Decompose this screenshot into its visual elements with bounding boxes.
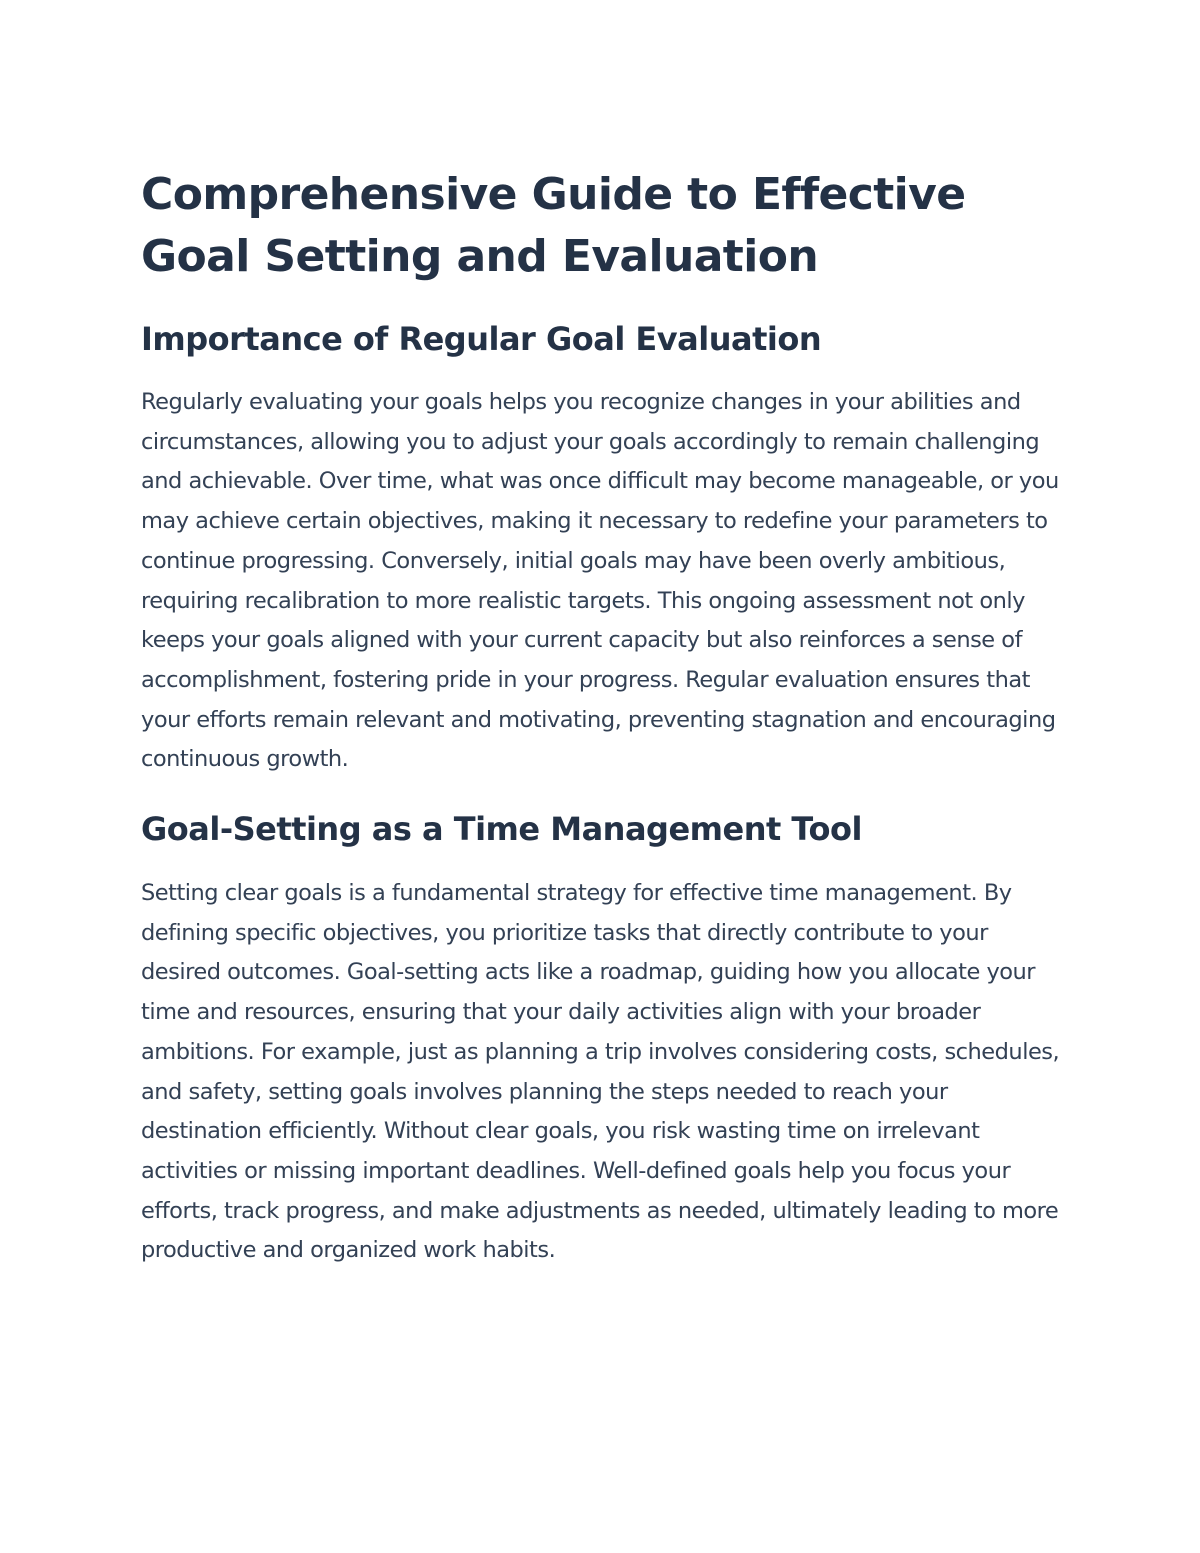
section-heading: Goal-Setting as a Time Management Tool bbox=[141, 810, 862, 849]
document-title: Comprehensive Guide to Effective Goal Setting and Evaluation bbox=[141, 169, 966, 282]
section-heading: Importance of Regular Goal Evaluation bbox=[141, 320, 822, 358]
document-page bbox=[141, 164, 1066, 1271]
section-goal-evaluation bbox=[141, 319, 1066, 780]
section-paragraph: Regularly evaluating your goals helps you recognize changes in your abilities and circumstances, allowing you to adjust your goals accordingly to remain challenging and achievable. Over time, what was once difficult may become manageable, or you may achieve certain objectives, making it necessary to redefine your parameters to continue progressing. Conversely, initial goals may have been overly ambitious, requiring recalibration to more realistic targets. This ongoing assessment not only keeps your goals aligned with your current capacity but also reinforces a sense of accomplishment, fostering pride in your progress. Regular evaluation ensures that your efforts remain relevant and motivating, preventing stagnation and encouraging continuous growth. bbox=[141, 389, 1059, 773]
section-time-management bbox=[141, 809, 1066, 1271]
section-paragraph: Setting clear goals is a fundamental strategy for effective time management. By defining specific objectives, you prioritize tasks that directly contribute to your desired outcomes. Goal-setting acts like a roadmap, guiding how you allocate your time and resources, ensuring that your daily activities align with your broader ambitions. For example, just as planning a trip involves considering costs, schedules, and safety, setting goals involves planning the steps needed to reach your destination efficiently. Without clear goals, you risk wasting time on irrelevant activities or missing important deadlines. Well-defined goals help you focus your efforts, track progress, and make adjustments as needed, ultimately leading to more productive and organized work habits. bbox=[141, 880, 1060, 1264]
